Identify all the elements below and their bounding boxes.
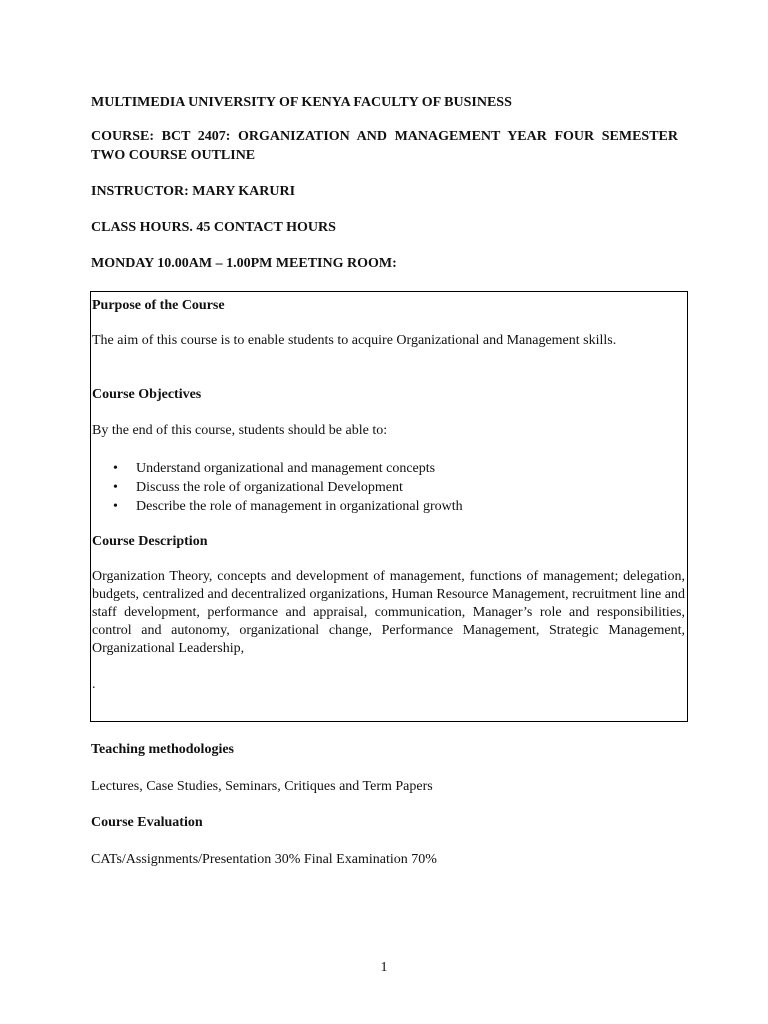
objective-text: Discuss the role of organizational Development: [136, 480, 403, 495]
page-number: 1: [380, 960, 388, 975]
purpose-text: The aim of this course is to enable students to acquire Organizational and Management skills.: [92, 333, 617, 348]
objectives-heading: Course Objectives: [92, 387, 202, 402]
purpose-heading: Purpose of the Course: [92, 298, 225, 313]
description-text: Organization Theory, concepts and development of management, functions of management; delegation, budgets, centralized and decentralized organizations, Human Resource Management, recruitment line and staff development, performance and appraisal, communication, Manager’s role and responsibilities, control and autonomy, organizational change, Performance Management, Strategic Management, Organizational Leadership,: [92, 569, 685, 656]
university-heading: MULTIMEDIA UNIVERSITY OF KENYA FACULTY OF BUSINESS: [91, 95, 512, 110]
course-info-box: [90, 291, 688, 722]
list-item: [113, 478, 463, 497]
meeting-line: MONDAY 10.00AM – 1.00PM MEETING ROOM:: [91, 256, 397, 271]
teaching-heading: Teaching methodologies: [91, 742, 234, 757]
bullet-icon: •: [113, 499, 118, 514]
bullet-icon: •: [113, 461, 118, 476]
instructor-line: INSTRUCTOR: MARY KARURI: [91, 184, 296, 199]
description-heading: Course Description: [92, 534, 208, 549]
stray-mark: .: [92, 677, 96, 692]
objective-text: Describe the role of management in organizational growth: [136, 499, 463, 514]
objective-text: Understand organizational and management concepts: [136, 461, 436, 476]
teaching-text: Lectures, Case Studies, Seminars, Critiques and Term Papers: [91, 779, 433, 794]
course-title: COURSE: BCT 2407: ORGANIZATION AND MANAGEMENT YEAR FOUR SEMESTER TWO COURSE OUTLINE: [91, 129, 678, 163]
evaluation-heading: Course Evaluation: [91, 815, 203, 830]
bullet-icon: •: [113, 480, 118, 495]
list-item: [113, 459, 463, 478]
objectives-list: [113, 459, 463, 516]
list-item: [113, 497, 463, 516]
class-hours-line: CLASS HOURS. 45 CONTACT HOURS: [91, 220, 336, 235]
evaluation-text: CATs/Assignments/Presentation 30% Final Examination 70%: [91, 852, 437, 867]
objectives-intro: By the end of this course, students should be able to:: [92, 423, 388, 438]
